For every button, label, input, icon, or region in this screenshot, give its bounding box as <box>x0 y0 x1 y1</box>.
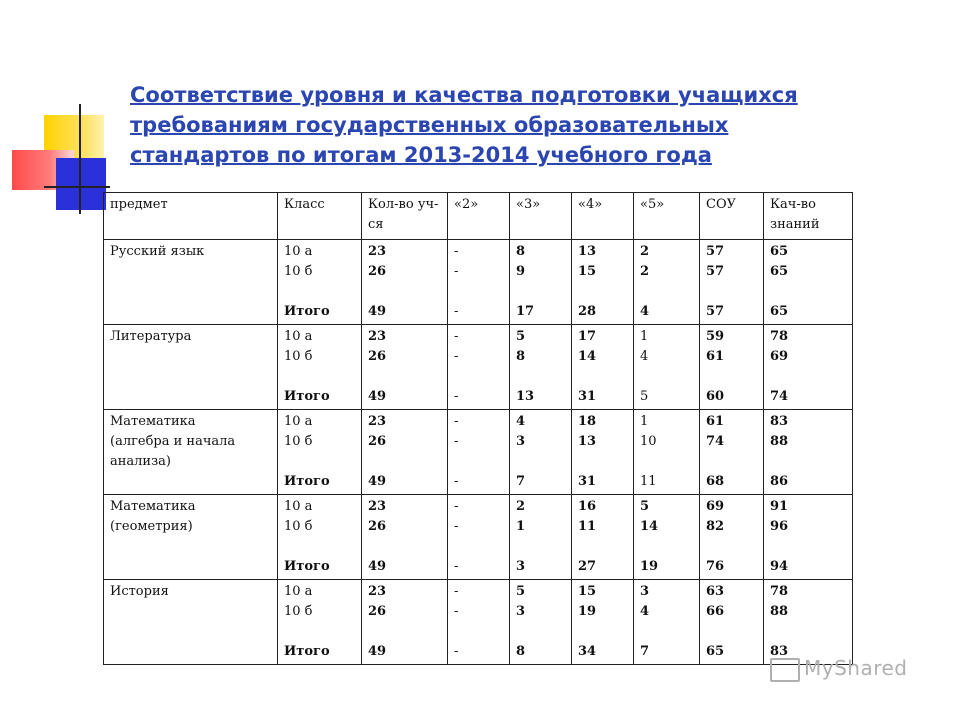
grade-2-cell <box>448 410 510 495</box>
grade-5-cell <box>634 240 700 325</box>
cell-value: - <box>454 389 459 404</box>
cell-value: 10 <box>640 434 657 449</box>
subject-cell <box>104 240 278 325</box>
grade-3-cell <box>510 240 572 325</box>
cell-value: 57 <box>706 244 725 259</box>
cell-value <box>368 452 443 472</box>
count-cell <box>362 325 448 410</box>
cell-value: 27 <box>578 559 597 574</box>
cell-value <box>454 537 505 557</box>
cell-value: 17 <box>516 304 535 319</box>
header-subject: предмет <box>104 193 278 240</box>
cell-value: - <box>454 264 459 279</box>
cell-value <box>284 367 357 387</box>
count-cell <box>362 580 448 665</box>
sou-cell <box>700 240 764 325</box>
cell-value: 9 <box>516 264 526 279</box>
grade-4-cell <box>572 410 634 495</box>
cell-value: 14 <box>640 519 659 534</box>
cell-value <box>640 537 695 557</box>
grade-4-cell <box>572 240 634 325</box>
cell-value: - <box>454 349 459 364</box>
table-row <box>104 495 853 580</box>
cell-value: 10 б <box>284 264 313 279</box>
cell-value: - <box>454 519 459 534</box>
cell-value <box>770 452 848 472</box>
cell-value: 5 <box>640 389 649 404</box>
sou-cell <box>700 580 764 665</box>
grade-5-cell <box>634 580 700 665</box>
cell-value: 4 <box>640 304 650 319</box>
cell-value: 5 <box>516 584 526 599</box>
cell-value: 5 <box>516 329 526 344</box>
grade-4-cell <box>572 580 634 665</box>
title-line-2: требованиям государственных образовательных <box>130 113 729 137</box>
count-cell <box>362 495 448 580</box>
cell-value: 19 <box>640 559 659 574</box>
quality-cell <box>764 410 853 495</box>
cell-value: 63 <box>706 584 725 599</box>
cell-value: 1 <box>640 329 649 344</box>
quality-cell <box>764 580 853 665</box>
cell-value: 65 <box>770 264 789 279</box>
cell-value: Итого <box>284 644 330 659</box>
cell-value <box>284 452 357 472</box>
cell-value <box>770 537 848 557</box>
cell-value <box>516 282 567 302</box>
cell-value: 10 б <box>284 434 313 449</box>
cell-value <box>578 367 629 387</box>
cell-value <box>706 452 759 472</box>
cell-value: 3 <box>516 559 526 574</box>
table-body <box>104 240 853 665</box>
cell-value: 61 <box>706 349 725 364</box>
cell-value: 10 б <box>284 349 313 364</box>
cell-value: 4 <box>640 349 649 364</box>
cell-value: 26 <box>368 349 387 364</box>
deco-blue-square <box>56 158 106 210</box>
cell-value: 69 <box>706 499 725 514</box>
cell-value: 31 <box>578 474 597 489</box>
cell-value: - <box>454 584 459 599</box>
header-grade-5: «5» <box>634 193 700 240</box>
cell-value <box>368 537 443 557</box>
cell-value: 18 <box>578 414 597 429</box>
class-cell <box>278 410 362 495</box>
cell-value <box>454 622 505 642</box>
cell-value <box>640 282 695 302</box>
count-cell <box>362 240 448 325</box>
cell-value: 7 <box>516 474 526 489</box>
subject-line: История <box>110 584 169 599</box>
cell-value: Итого <box>284 559 330 574</box>
header-count: Кол-во уч-ся <box>362 193 448 240</box>
cell-value <box>640 622 695 642</box>
cell-value: 2 <box>516 499 526 514</box>
subject-line: Русский язык <box>110 244 205 259</box>
cell-value: 88 <box>770 604 789 619</box>
table-row <box>104 410 853 495</box>
cell-value <box>770 282 848 302</box>
cell-value: 31 <box>578 389 597 404</box>
cell-value: 74 <box>770 389 789 404</box>
cell-value: 57 <box>706 264 725 279</box>
grade-3-cell <box>510 410 572 495</box>
cell-value <box>516 367 567 387</box>
table-row <box>104 325 853 410</box>
subject-line: Математика <box>110 499 196 514</box>
cell-value <box>454 452 505 472</box>
subject-line: анализа) <box>110 454 172 469</box>
cell-value: 3 <box>640 584 650 599</box>
class-cell <box>278 325 362 410</box>
cell-value: 14 <box>578 349 597 364</box>
cell-value: 96 <box>770 519 789 534</box>
subject-line: Математика <box>110 414 196 429</box>
cell-value <box>516 452 567 472</box>
header-sou: СОУ <box>700 193 764 240</box>
cell-value: Итого <box>284 389 330 404</box>
header-row <box>104 193 853 240</box>
cell-value: 94 <box>770 559 789 574</box>
cell-value: 65 <box>770 304 789 319</box>
cell-value: 10 а <box>284 584 313 599</box>
cell-value: 23 <box>368 244 387 259</box>
cell-value: 10 б <box>284 604 313 619</box>
grade-2-cell <box>448 325 510 410</box>
cell-value <box>578 537 629 557</box>
watermark-text: MyShared <box>804 656 908 680</box>
cell-value <box>516 537 567 557</box>
cell-value: 76 <box>706 559 725 574</box>
cell-value: 61 <box>706 414 725 429</box>
cell-value <box>706 367 759 387</box>
quality-cell <box>764 495 853 580</box>
cell-value: 10 а <box>284 329 313 344</box>
cell-value: 49 <box>368 474 387 489</box>
cell-value <box>578 622 629 642</box>
cell-value: 15 <box>578 584 597 599</box>
cell-value: 26 <box>368 264 387 279</box>
cell-value: 86 <box>770 474 789 489</box>
cell-value: 91 <box>770 499 789 514</box>
cell-value: 26 <box>368 604 387 619</box>
cell-value <box>284 282 357 302</box>
cell-value: 13 <box>516 389 535 404</box>
header-grade-2: «2» <box>448 193 510 240</box>
table-row <box>104 580 853 665</box>
quality-cell <box>764 240 853 325</box>
cell-value: 49 <box>368 389 387 404</box>
cell-value: 10 б <box>284 519 313 534</box>
cell-value: 49 <box>368 644 387 659</box>
cell-value <box>578 452 629 472</box>
cell-value: 2 <box>640 244 650 259</box>
cell-value <box>368 622 443 642</box>
grade-2-cell <box>448 240 510 325</box>
grade-3-cell <box>510 580 572 665</box>
cell-value: 83 <box>770 414 789 429</box>
grade-3-cell <box>510 325 572 410</box>
header-grade-3: «3» <box>510 193 572 240</box>
subject-cell <box>104 580 278 665</box>
cell-value: 65 <box>770 244 789 259</box>
cell-value: 10 а <box>284 244 313 259</box>
cell-value <box>284 622 357 642</box>
grade-5-cell <box>634 410 700 495</box>
header-quality: Кач-во знаний <box>764 193 853 240</box>
cell-value <box>770 367 848 387</box>
cell-value: 3 <box>516 434 526 449</box>
cell-value: 26 <box>368 434 387 449</box>
cell-value: 60 <box>706 389 725 404</box>
cell-value: 8 <box>516 244 526 259</box>
quality-cell <box>764 325 853 410</box>
cell-value: 59 <box>706 329 725 344</box>
watermark <box>770 656 908 682</box>
cell-value: 34 <box>578 644 597 659</box>
cell-value: 23 <box>368 584 387 599</box>
grade-5-cell <box>634 495 700 580</box>
watermark-logo-icon <box>770 658 800 682</box>
cell-value: - <box>454 499 459 514</box>
slide-title[interactable] <box>130 80 920 170</box>
cell-value <box>706 537 759 557</box>
header-grade-4: «4» <box>572 193 634 240</box>
cell-value: Итого <box>284 304 330 319</box>
class-cell <box>278 580 362 665</box>
cell-value: 83 <box>770 644 789 659</box>
cell-value: 10 а <box>284 414 313 429</box>
cell-value <box>640 452 695 472</box>
cell-value: 23 <box>368 329 387 344</box>
cell-value <box>454 282 505 302</box>
cell-value: Итого <box>284 474 330 489</box>
cell-value: 17 <box>578 329 597 344</box>
subject-line: Литература <box>110 329 192 344</box>
deco-vertical-line <box>79 104 81 214</box>
cell-value: 2 <box>640 264 650 279</box>
cell-value: 10 а <box>284 499 313 514</box>
cell-value: 13 <box>578 434 597 449</box>
cell-value: 23 <box>368 499 387 514</box>
cell-value: 13 <box>578 244 597 259</box>
cell-value: 57 <box>706 304 725 319</box>
cell-value: 4 <box>640 604 650 619</box>
subject-line: (геометрия) <box>110 519 193 534</box>
cell-value: - <box>454 244 459 259</box>
cell-value: 11 <box>578 519 597 534</box>
cell-value <box>578 282 629 302</box>
deco-horizontal-line <box>44 186 110 188</box>
cell-value: 26 <box>368 519 387 534</box>
cell-value: 49 <box>368 559 387 574</box>
class-cell <box>278 240 362 325</box>
title-line-1: Соответствие уровня и качества подготовки учащихся <box>130 83 798 107</box>
cell-value: 8 <box>516 349 526 364</box>
cell-value: 11 <box>640 474 657 489</box>
table-row <box>104 240 853 325</box>
cell-value: 15 <box>578 264 597 279</box>
cell-value: 78 <box>770 329 789 344</box>
sou-cell <box>700 325 764 410</box>
cell-value <box>706 622 759 642</box>
cell-value: - <box>454 559 459 574</box>
cell-value: - <box>454 414 459 429</box>
cell-value: 3 <box>516 604 526 619</box>
cell-value: 68 <box>706 474 725 489</box>
cell-value <box>368 367 443 387</box>
cell-value <box>454 367 505 387</box>
grades-table <box>103 192 853 665</box>
grade-5-cell <box>634 325 700 410</box>
cell-value <box>368 282 443 302</box>
cell-value: 78 <box>770 584 789 599</box>
grade-2-cell <box>448 495 510 580</box>
header-class: Класс <box>278 193 362 240</box>
count-cell <box>362 410 448 495</box>
cell-value: 4 <box>516 414 526 429</box>
sou-cell <box>700 410 764 495</box>
cell-value <box>284 537 357 557</box>
cell-value: 1 <box>516 519 526 534</box>
cell-value: - <box>454 604 459 619</box>
cell-value: 82 <box>706 519 725 534</box>
title-line-3: стандартов по итогам 2013-2014 учебного года <box>130 143 712 167</box>
subject-cell <box>104 495 278 580</box>
subject-cell <box>104 325 278 410</box>
cell-value: - <box>454 434 459 449</box>
cell-value: 19 <box>578 604 597 619</box>
class-cell <box>278 495 362 580</box>
cell-value: 1 <box>640 414 649 429</box>
cell-value <box>516 622 567 642</box>
cell-value <box>640 367 695 387</box>
grade-3-cell <box>510 495 572 580</box>
cell-value: - <box>454 644 459 659</box>
cell-value: 23 <box>368 414 387 429</box>
cell-value: - <box>454 474 459 489</box>
grade-2-cell <box>448 580 510 665</box>
subject-line: (алгебра и начала <box>110 434 236 449</box>
cell-value: 49 <box>368 304 387 319</box>
cell-value: - <box>454 304 459 319</box>
cell-value: 8 <box>516 644 526 659</box>
cell-value: 7 <box>640 644 650 659</box>
cell-value: 66 <box>706 604 725 619</box>
cell-value: 69 <box>770 349 789 364</box>
grade-4-cell <box>572 495 634 580</box>
cell-value: - <box>454 329 459 344</box>
cell-value <box>770 622 848 642</box>
cell-value: 74 <box>706 434 725 449</box>
cell-value: 88 <box>770 434 789 449</box>
grade-4-cell <box>572 325 634 410</box>
cell-value: 16 <box>578 499 597 514</box>
cell-value: 65 <box>706 644 725 659</box>
cell-value <box>706 282 759 302</box>
sou-cell <box>700 495 764 580</box>
subject-cell <box>104 410 278 495</box>
cell-value: 28 <box>578 304 597 319</box>
cell-value: 5 <box>640 499 650 514</box>
